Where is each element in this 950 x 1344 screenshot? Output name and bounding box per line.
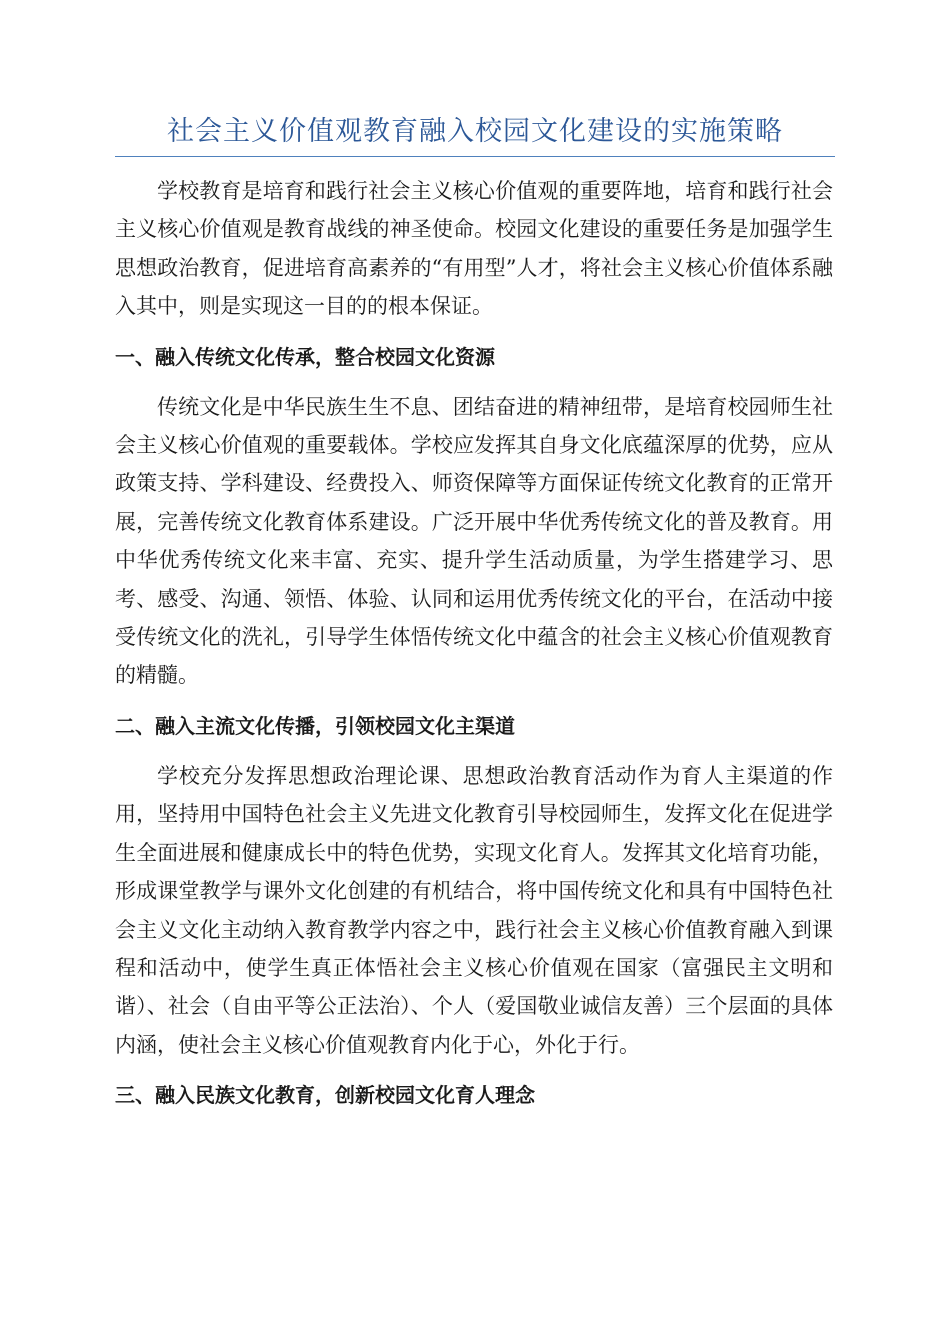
page-title: 社会主义价值观教育融入校园文化建设的实施策略 [167,116,783,147]
intro-paragraph: 学校教育是培育和践行社会主义核心价值观的重要阵地，培育和践行社会主义核心价值观是教育战线的神圣使命。校园文化建设的重要任务是加强学生思想政治教育，促进培育高素养的“有用型”人才，将社会主义核心价值体系融入其中，则是实现这一目的的根本保证。 [115,179,833,319]
section-heading-2: 二、融入主流文化传播，引领校园文化主渠道 [115,713,515,738]
title-block [115,112,835,157]
section-heading-1: 一、融入传统文化传承，整合校园文化资源 [115,344,495,369]
section-heading-3: 三、融入民族文化教育，创新校园文化育人理念 [115,1083,535,1108]
document-body [115,172,833,1114]
section-paragraph-1: 传统文化是中华民族生生不息、团结奋进的精神纽带，是培育校园师生社会主义核心价值观的重要载体。学校应发挥其自身文化底蕴深厚的优势，应从政策支持、学科建设、经费投入、师资保障等方面保证传统文化教育的正常开展，完善传统文化教育体系建设。广泛开展中华优秀传统文化的普及教育。用中华优秀传统文化来丰富、充实、提升学生活动质量，为学生搭建学习、思考、感受、沟通、领悟、体验、认同和运用优秀传统文化的平台，在活动中接受传统文化的洗礼，引导学生体悟传统文化中蕴含的社会主义核心价值观教育的精髓。 [115,394,833,688]
section-paragraph-2: 学校充分发挥思想政治理论课、思想政治教育活动作为育人主渠道的作用，坚持用中国特色社会主义先进文化教育引导校园师生，发挥文化在促进学生全面进展和健康成长中的特色优势，实现文化育人。发挥其文化培育功能，形成课堂教学与课外文化创建的有机结合，将中国传统文化和具有中国特色社会主义文化主动纳入教育教学内容之中，践行社会主义核心价值教育融入到课程和活动中，使学生真正体悟社会主义核心价值观在国家（富强民主文明和谐）、社会（自由平等公正法治）、个人（爱国敬业诚信友善）三个层面的具体内涵，使社会主义核心价值观教育内化于心，外化于行。 [115,763,833,1057]
